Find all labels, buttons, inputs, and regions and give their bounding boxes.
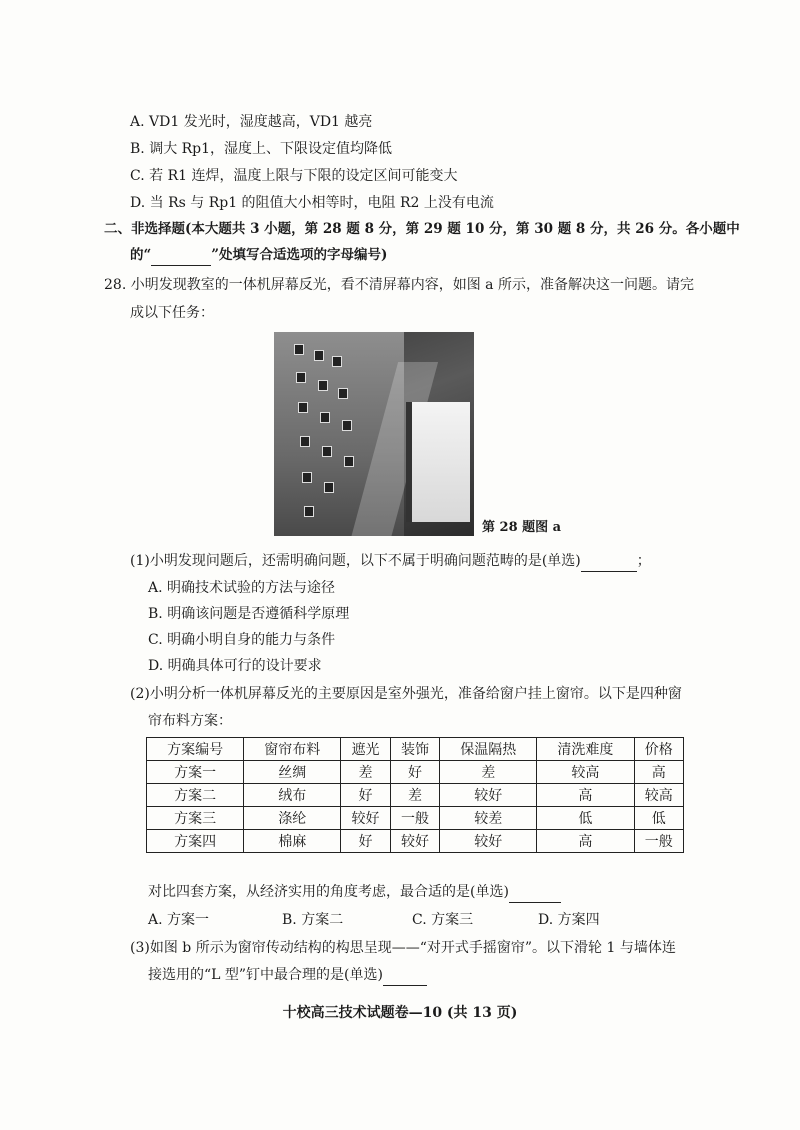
table-cell: 高 <box>537 830 634 853</box>
q28-p1-stem-end: ； <box>636 553 651 569</box>
q27-option-b: B. 调大 Rp1，湿度上、下限设定值均降低 <box>130 141 393 157</box>
photo-screen-icon <box>314 350 324 361</box>
table-header-row <box>147 738 684 761</box>
section2-heading-post: ”处填写合适选项的字母编号) <box>211 247 388 263</box>
q28-p2-stem-line1: (2)小明分析一体机屏幕反光的主要原因是室外强光，准备给窗户挂上窗帘。以下是四种窗 <box>130 686 682 702</box>
table-row <box>147 807 684 830</box>
q28-p3-stem-text: 接选用的“L 型”钉中最合理的是(单选) <box>148 967 383 983</box>
q28-p1-option-a: A. 明确技术试验的方法与途径 <box>148 580 336 596</box>
figure-a-photo <box>274 332 474 536</box>
table-cell: 低 <box>634 807 684 830</box>
table-cell: 一般 <box>390 807 439 830</box>
table-cell: 好 <box>341 784 390 807</box>
photo-screen-icon <box>298 402 308 413</box>
table-header-cell: 方案编号 <box>147 738 244 761</box>
q28-p1-option-c: C. 明确小明自身的能力与条件 <box>148 632 336 648</box>
q28-p2-option-d: D. 方案四 <box>538 912 600 928</box>
table-cell: 方案一 <box>147 761 244 784</box>
q28-p3-stem-line2 <box>148 965 427 986</box>
photo-screen-icon <box>302 472 312 483</box>
q28-p1-stem <box>130 551 651 572</box>
table-cell: 丝绸 <box>244 761 341 784</box>
table-cell: 好 <box>390 761 439 784</box>
photo-screen-icon <box>320 412 330 423</box>
section2-heading: 二、非选择题(本大题共 3 小题，第 28 题 8 分，第 29 题 10 分，第 30 题 8 分，共 26 分。各小题中 <box>104 221 740 237</box>
table-header-cell: 装饰 <box>390 738 439 761</box>
q28-p2-option-a: A. 方案一 <box>148 912 210 928</box>
section2-heading-cont <box>130 245 387 266</box>
table-cell: 较好 <box>440 830 537 853</box>
photo-screen-icon <box>332 356 342 367</box>
q27-option-a: A. VD1 发光时，湿度越高，VD1 越亮 <box>130 114 373 130</box>
table-cell: 一般 <box>634 830 684 853</box>
q28-p2-option-b: B. 方案二 <box>282 912 344 928</box>
table-header-cell: 窗帘布料 <box>244 738 341 761</box>
q28-p2-stem-line2: 帘布料方案： <box>148 713 232 729</box>
photo-screen-icon <box>304 506 314 517</box>
table-row <box>147 830 684 853</box>
q28-p1-answer-blank[interactable] <box>581 551 637 572</box>
photo-screen-icon <box>296 372 306 383</box>
q28-p2-option-c: C. 方案三 <box>412 912 474 928</box>
table-cell: 绒布 <box>244 784 341 807</box>
q28-stem-line2: 成以下任务： <box>130 305 214 321</box>
q27-option-d: D. 当 Rs 与 Rp1 的阻值大小相等时，电阻 R2 上没有电流 <box>130 195 494 211</box>
table-cell: 高 <box>634 761 684 784</box>
table-cell: 低 <box>537 807 634 830</box>
table-cell: 棉麻 <box>244 830 341 853</box>
table-cell: 差 <box>440 761 537 784</box>
page-footer: 十校高三技术试题卷—10 (共 13 页) <box>282 1005 518 1021</box>
table-cell: 差 <box>341 761 390 784</box>
table-cell: 高 <box>537 784 634 807</box>
photo-screen-icon <box>342 420 352 431</box>
photo-window <box>406 402 470 522</box>
photo-screen-icon <box>318 380 328 391</box>
table-cell: 较好 <box>440 784 537 807</box>
answer-blank-sample <box>151 245 211 266</box>
section2-heading-pre: 的“ <box>130 247 152 263</box>
q28-p1-option-d: D. 明确具体可行的设计要求 <box>148 658 322 674</box>
q28-p2-question <box>148 882 561 903</box>
table-cell: 好 <box>341 830 390 853</box>
table-cell: 方案二 <box>147 784 244 807</box>
q28-stem-line1: 28. 小明发现教室的一体机屏幕反光，看不清屏幕内容，如图 a 所示，准备解决这一问题。请完 <box>104 277 694 293</box>
photo-screen-icon <box>344 456 354 467</box>
q28-p1-option-b: B. 明确该问题是否遵循科学原理 <box>148 606 350 622</box>
table-header-cell: 遮光 <box>341 738 390 761</box>
photo-screen-icon <box>300 436 310 447</box>
q28-p2-answer-blank[interactable] <box>509 882 561 903</box>
table-cell: 较差 <box>440 807 537 830</box>
q28-p3-stem-line1: (3)如图 b 所示为窗帘传动结构的构思呈现——“对开式手摇窗帘”。以下滑轮 1 与墙体连 <box>130 940 676 956</box>
q28-p1-stem-text: (1)小明发现问题后，还需明确问题，以下不属于明确问题范畴的是(单选) <box>130 553 581 569</box>
table-cell: 涤纶 <box>244 807 341 830</box>
photo-screen-icon <box>324 482 334 493</box>
photo-screen-icon <box>294 344 304 355</box>
table-header-cell: 保温隔热 <box>440 738 537 761</box>
photo-screen-icon <box>322 446 332 457</box>
table-header-cell: 清洗难度 <box>537 738 634 761</box>
q28-p2-question-text: 对比四套方案，从经济实用的角度考虑，最合适的是(单选) <box>148 884 509 900</box>
table-cell: 差 <box>390 784 439 807</box>
q27-option-c: C. 若 R1 连焊，温度上限与下限的设定区间可能变大 <box>130 168 458 184</box>
table-row <box>147 761 684 784</box>
photo-screen-icon <box>338 388 348 399</box>
table-cell: 较高 <box>537 761 634 784</box>
table-cell: 方案四 <box>147 830 244 853</box>
table-row <box>147 784 684 807</box>
table-header-cell: 价格 <box>634 738 684 761</box>
table-cell: 较好 <box>390 830 439 853</box>
q28-p3-answer-blank[interactable] <box>383 965 427 986</box>
table-cell: 较好 <box>341 807 390 830</box>
curtain-options-table <box>146 737 684 853</box>
table-cell: 方案三 <box>147 807 244 830</box>
figure-a-caption: 第 28 题图 a <box>482 520 562 535</box>
table-cell: 较高 <box>634 784 684 807</box>
